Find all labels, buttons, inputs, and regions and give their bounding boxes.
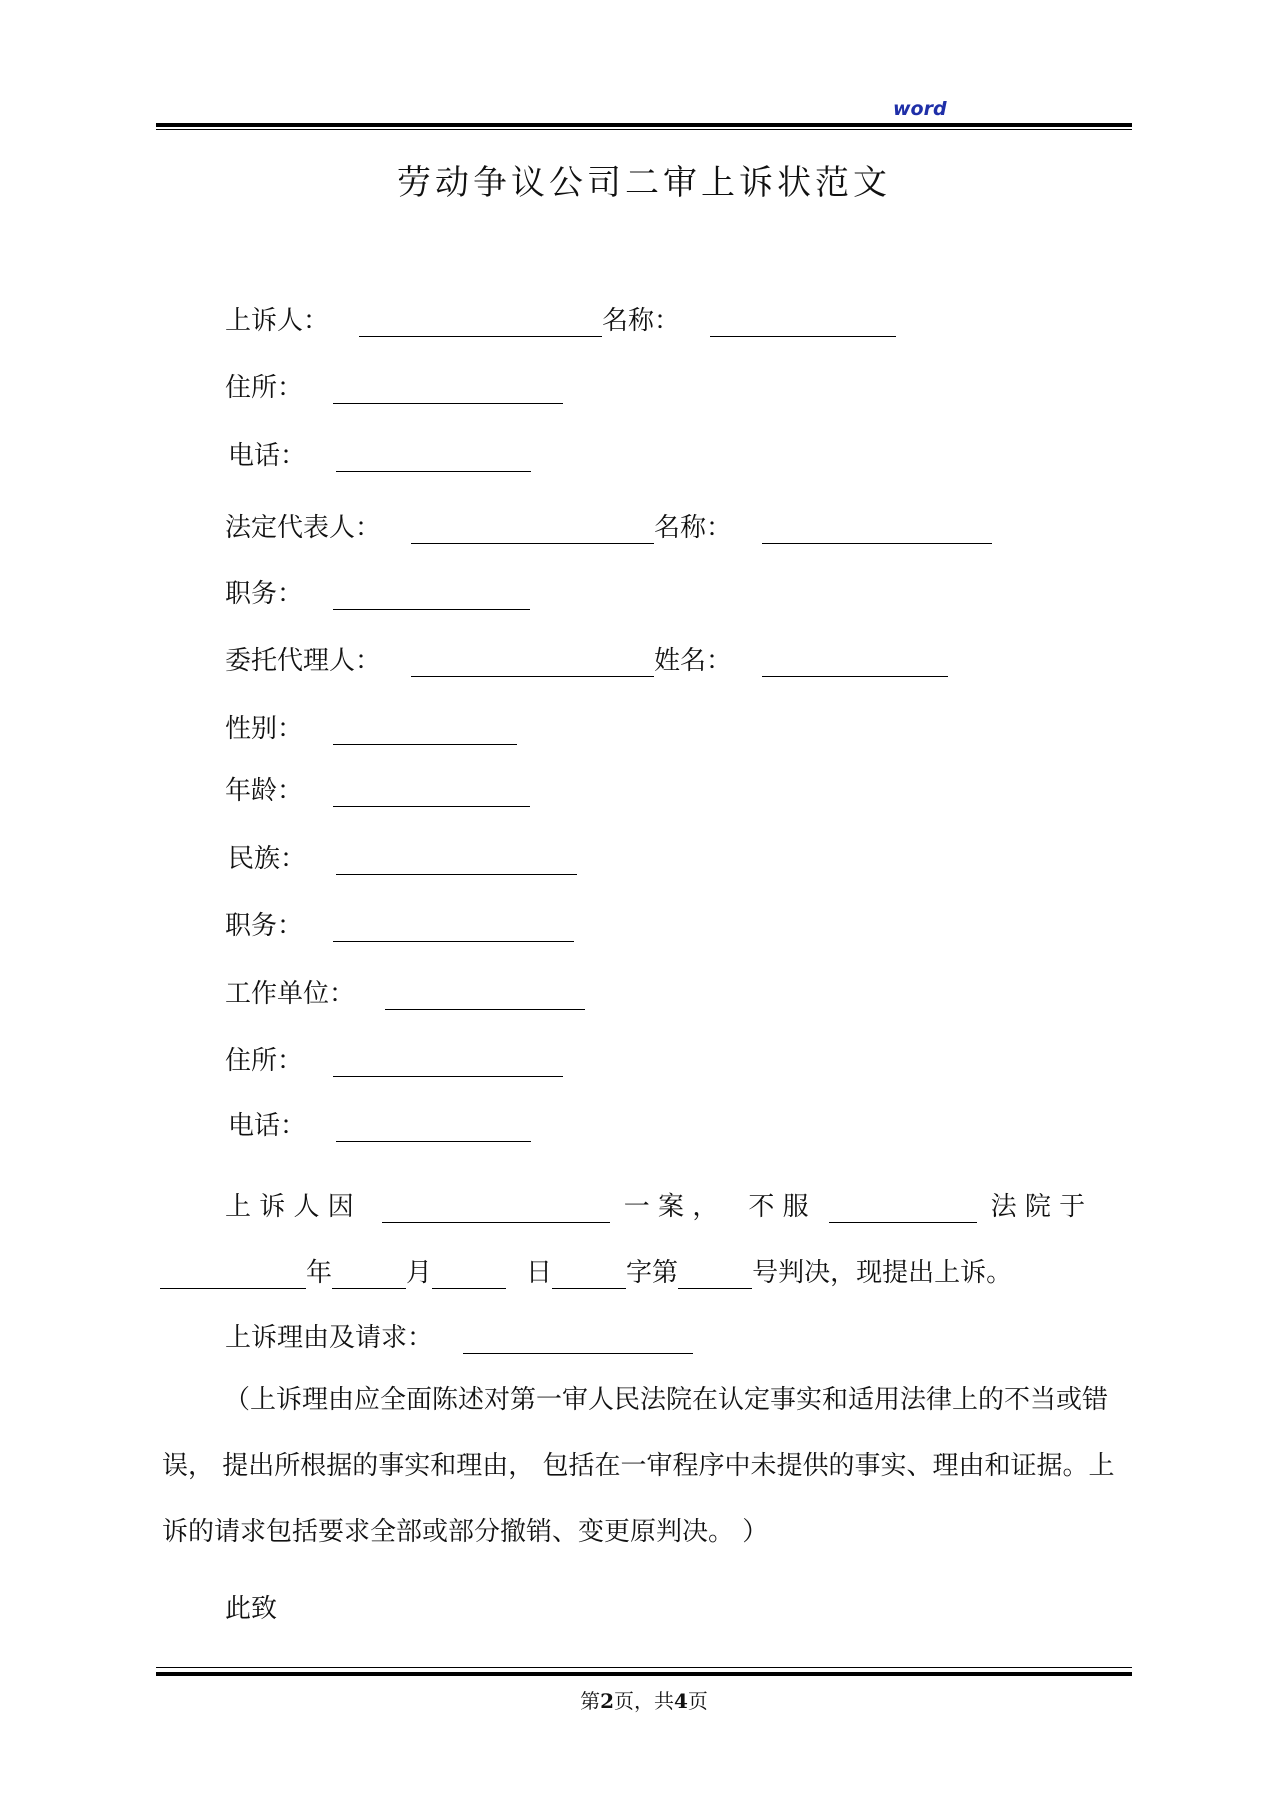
case-text-tail: 号判决，现提出上诉。 [752, 1258, 1013, 1288]
field-row-phone1 [0, 432, 531, 472]
blank-phone[interactable] [336, 1115, 531, 1142]
label-appellant-name: 名称： [602, 306, 681, 336]
label-workplace: 工作单位： [225, 979, 356, 1009]
blank-ethnicity[interactable] [336, 848, 577, 875]
field-row-address2 [0, 1037, 563, 1077]
blank-gender[interactable] [333, 718, 517, 745]
blank-position[interactable] [333, 915, 574, 942]
field-row-workplace [0, 970, 585, 1010]
label-reasons: 上诉理由及请求： [225, 1323, 434, 1353]
blank-year[interactable] [160, 1262, 306, 1289]
page-middle: 页，共 [614, 1689, 674, 1713]
blank-legal-rep-name[interactable] [762, 517, 992, 544]
blank-agent[interactable] [411, 650, 654, 677]
page-number [156, 1685, 1132, 1714]
label-address: 住所： [225, 1046, 304, 1076]
label-legal-rep: 法定代表人： [225, 513, 382, 543]
field-row-ethnicity [0, 835, 577, 875]
label-position: 职务： [225, 911, 304, 941]
label-ethnicity: 民族： [228, 844, 307, 874]
header-rule-thin [156, 129, 1132, 130]
case-line-1 [0, 1183, 1085, 1223]
label-agent: 委托代理人： [225, 646, 382, 676]
case-text-zi-di: 字第 [626, 1258, 679, 1288]
field-row-age [0, 767, 530, 807]
case-text-year: 年 [306, 1258, 333, 1288]
label-phone: 电话： [228, 441, 307, 471]
document-title: 劳动争议公司二审上诉状范文 [397, 163, 891, 203]
field-row-appellant [0, 297, 896, 337]
blank-legal-rep[interactable] [411, 517, 654, 544]
blank-month[interactable] [332, 1262, 406, 1289]
case-text-disagree: 不 服 [748, 1192, 809, 1222]
label-gender: 性别： [225, 714, 304, 744]
blank-day[interactable] [432, 1262, 506, 1289]
field-row-gender [0, 705, 517, 745]
label-phone: 电话： [228, 1111, 307, 1141]
case-text-appellant-because: 上 诉 人 因 [225, 1192, 354, 1222]
closing-row [0, 1585, 277, 1625]
blank-court[interactable] [829, 1196, 977, 1223]
case-text-one-case: 一 案 ， [623, 1192, 719, 1222]
blank-phone[interactable] [336, 445, 531, 472]
note-paragraph [162, 1367, 1130, 1565]
closing-text: 此致 [225, 1594, 278, 1624]
footer-rule-thin [156, 1667, 1132, 1668]
blank-workplace[interactable] [385, 983, 585, 1010]
label-legal-rep-name: 名称： [654, 513, 733, 543]
page-suffix: 页 [687, 1689, 708, 1713]
field-row-phone2 [0, 1102, 531, 1142]
case-text-month: 月 [406, 1258, 433, 1288]
field-row-legal-rep [0, 504, 992, 544]
field-row-position2 [0, 902, 574, 942]
blank-reasons[interactable] [463, 1327, 693, 1354]
blank-zi[interactable] [552, 1262, 626, 1289]
label-appellant: 上诉人： [225, 306, 330, 336]
field-row-reasons [0, 1314, 693, 1354]
footer-rule-thick [156, 1672, 1132, 1676]
field-row-position1 [0, 570, 530, 610]
blank-position[interactable] [333, 583, 530, 610]
label-agent-name: 姓名： [654, 646, 733, 676]
blank-case-name[interactable] [382, 1196, 610, 1223]
total-pages: 4 [674, 1689, 688, 1713]
field-row-address1 [0, 364, 563, 404]
blank-age[interactable] [333, 780, 530, 807]
blank-agent-name[interactable] [762, 650, 948, 677]
label-address: 住所： [225, 373, 304, 403]
label-age: 年龄： [225, 776, 304, 806]
field-row-agent [0, 637, 948, 677]
note-text: （上诉理由应全面陈述对第一审人民法院在认定事实和适用法律上的不当或错误， 提出所根据的事实和理由， 包括在一审程序中未提供的事实、理由和证据。上诉的请求包括要求全部或部分撤销、变更原判决。 ） [162, 1385, 1115, 1547]
blank-address[interactable] [333, 1050, 563, 1077]
header-rule-thick [156, 123, 1132, 127]
case-line-2 [0, 1249, 1012, 1289]
case-text-court-on: 法 院 于 [990, 1192, 1086, 1222]
label-position: 职务： [225, 579, 304, 609]
case-text-day: 日 [526, 1258, 553, 1288]
blank-appellant[interactable] [359, 310, 602, 337]
current-page: 2 [600, 1689, 614, 1713]
header-brand: word [893, 98, 947, 120]
blank-number[interactable] [678, 1262, 752, 1289]
blank-address[interactable] [333, 377, 563, 404]
page-prefix: 第 [580, 1689, 601, 1713]
blank-appellant-name[interactable] [710, 310, 896, 337]
